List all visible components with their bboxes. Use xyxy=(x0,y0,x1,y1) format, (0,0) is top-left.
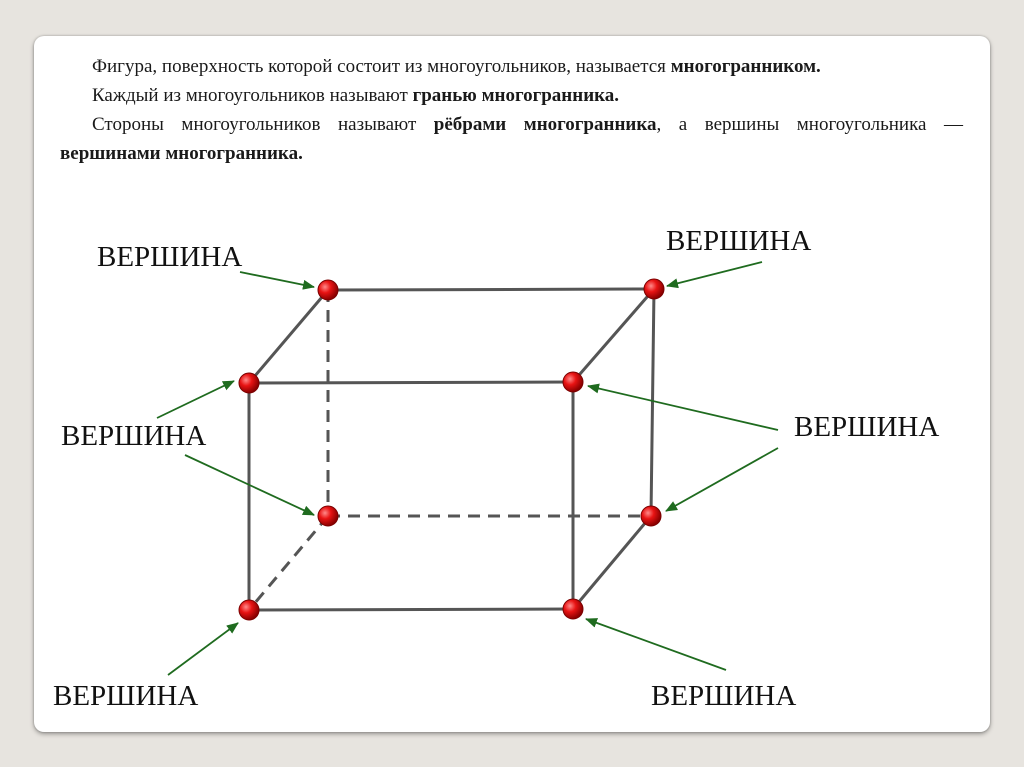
label-middle-left: ВЕРШИНА xyxy=(61,420,207,452)
label-bottom-left: ВЕРШИНА xyxy=(53,680,199,712)
hidden-edge-diagonal xyxy=(249,516,328,610)
vertex-front-top-left xyxy=(239,373,259,393)
arrow-bottom-left xyxy=(168,623,238,675)
arrow-middle-left-up xyxy=(157,381,234,418)
edge-bottom-right-diagonal xyxy=(573,516,651,609)
edge-top-left-diagonal xyxy=(249,290,328,383)
vertex-front-bottom-left xyxy=(239,600,259,620)
definition-vertex-text: , а вершины многоугольника — xyxy=(656,114,963,135)
term-edges: рёбрами многогранника xyxy=(433,114,657,135)
edge-front-bottom xyxy=(249,609,573,610)
arrow-top-left xyxy=(240,272,314,287)
label-top-right: ВЕРШИНА xyxy=(666,225,812,257)
vertices xyxy=(239,279,664,620)
vertex-back-bottom-right xyxy=(641,506,661,526)
vertex-front-top-right xyxy=(563,372,583,392)
vertex-back-top-left xyxy=(318,280,338,300)
arrow-middle-right-up xyxy=(588,386,778,430)
edge-top-right-diagonal xyxy=(573,289,654,382)
term-polyhedron: многогранником. xyxy=(670,56,821,77)
label-top-left: ВЕРШИНА xyxy=(97,241,243,273)
visible-edges xyxy=(249,289,654,610)
vertex-back-bottom-left xyxy=(318,506,338,526)
edge-front-top xyxy=(249,382,573,383)
arrow-top-right xyxy=(667,262,762,286)
term-face: гранью многогранника. xyxy=(412,85,620,106)
arrow-bottom-right xyxy=(586,619,726,670)
hidden-edges xyxy=(249,290,651,610)
label-middle-right: ВЕРШИНА xyxy=(794,411,940,443)
label-bottom-right: ВЕРШИНА xyxy=(651,680,797,712)
edge-back-top xyxy=(328,289,654,290)
definition-polyhedron-text: Фигура, поверхность которой состоит из многоугольников, называется xyxy=(92,56,671,77)
vertex-front-bottom-right xyxy=(563,599,583,619)
vertex-back-top-right xyxy=(644,279,664,299)
definition-edge-text: Стороны многоугольников называют xyxy=(92,114,434,135)
definition-face-text: Каждый из многоугольников называют xyxy=(92,85,413,106)
edge-back-right xyxy=(651,289,654,516)
arrow-middle-right-down xyxy=(666,448,778,511)
term-vertices: вершинами многогранника. xyxy=(60,143,303,164)
